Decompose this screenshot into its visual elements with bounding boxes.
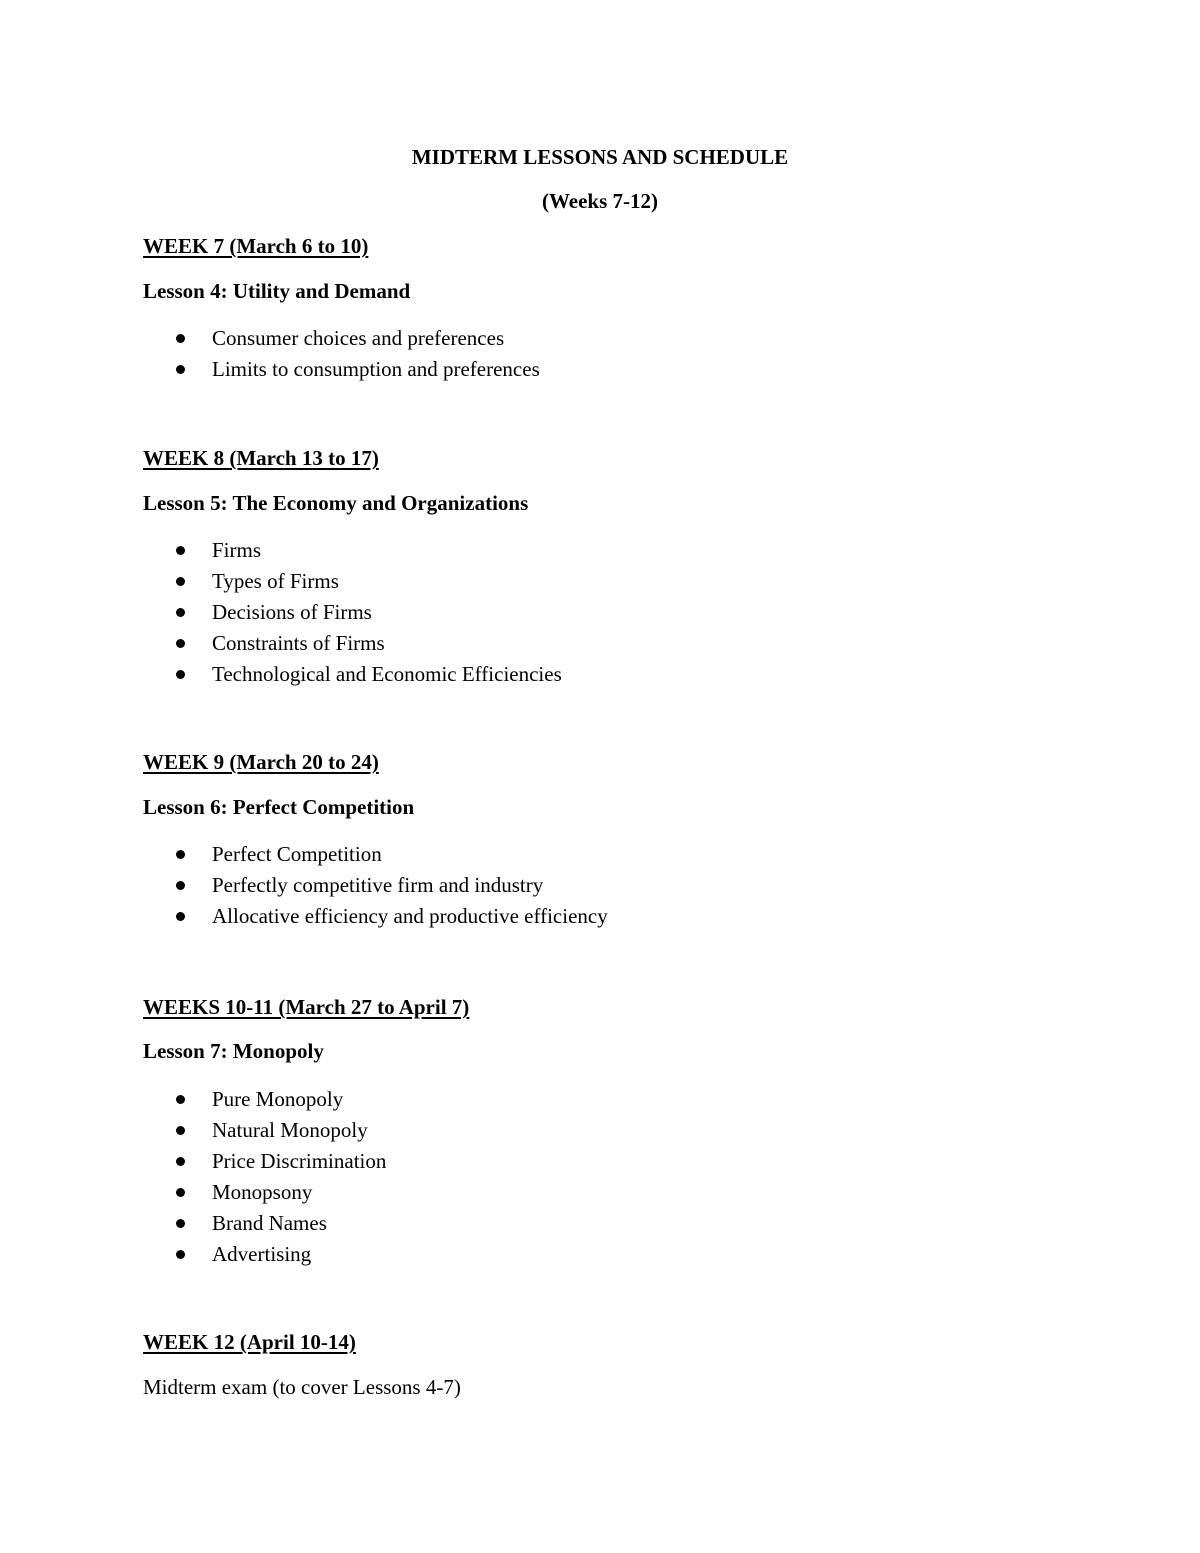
bullet-icon xyxy=(176,639,185,648)
lesson-4-title: Lesson 4: Utility and Demand xyxy=(143,279,411,303)
bullet-icon xyxy=(176,881,185,890)
bullet-icon xyxy=(176,850,185,859)
bullet-icon xyxy=(176,608,185,617)
bullet-icon xyxy=(176,577,185,586)
lesson-6-title: Lesson 6: Perfect Competition xyxy=(143,795,415,819)
bullet-icon xyxy=(176,1219,185,1228)
bullet-icon xyxy=(176,1095,185,1104)
bullet-icon xyxy=(176,1188,185,1197)
bullet-icon xyxy=(176,546,185,555)
document-page: MIDTERM LESSONS AND SCHEDULE (Weeks 7-12) WEEK 7 (March 6 to 10) Lesson 4: Utility and Demand Consumer choices and preferences Limits to consumption and preferences WEEK 8 (March 13 to 17) Lesson 5: The Economy and Organizations Firms Types of Firms Decisions of Firms Constraints of Firms Technological and Economic Efficiencies WEEK 9 (March 20 to 24) Lesson 6: Perfect Competition Perfect Competition Perfectly competitive firm and industry Allocative efficiency and productive efficiency WEEKS 10-11 (March 27 to April 7) Lesson 7: Monopoly Pure Monopoly Natural Monopoly Price Discrimination Monopsony Brand Names Advertising WEEK 12 (April 10-14) Midterm exam (to cover Lessons 4-7) xyxy=(0,0,1200,1553)
lesson-7-title: Lesson 7: Monopoly xyxy=(143,1039,324,1063)
bullet-icon xyxy=(176,1126,185,1135)
weeks-10-11-heading: WEEKS 10-11 (March 27 to April 7) xyxy=(143,995,470,1019)
bullet-icon xyxy=(176,365,185,374)
week-7-heading: WEEK 7 (March 6 to 10) xyxy=(143,234,369,258)
bullet-icon xyxy=(176,912,185,921)
bullet-icon xyxy=(176,670,185,679)
page-title: MIDTERM LESSONS AND SCHEDULE xyxy=(411,145,789,169)
midterm-exam-note: Midterm exam (to cover Lessons 4-7) xyxy=(143,1375,461,1399)
week-9-heading: WEEK 9 (March 20 to 24) xyxy=(143,750,379,774)
bullet-icon xyxy=(176,334,185,343)
week-8-heading: WEEK 8 (March 13 to 17) xyxy=(143,446,379,470)
lesson-5-title: Lesson 5: The Economy and Organizations xyxy=(143,491,529,515)
bullet-icon xyxy=(176,1157,185,1166)
week-12-heading: WEEK 12 (April 10-14) xyxy=(143,1330,356,1354)
bullet-icon xyxy=(176,1250,185,1259)
page-subtitle: (Weeks 7-12) xyxy=(541,189,659,213)
